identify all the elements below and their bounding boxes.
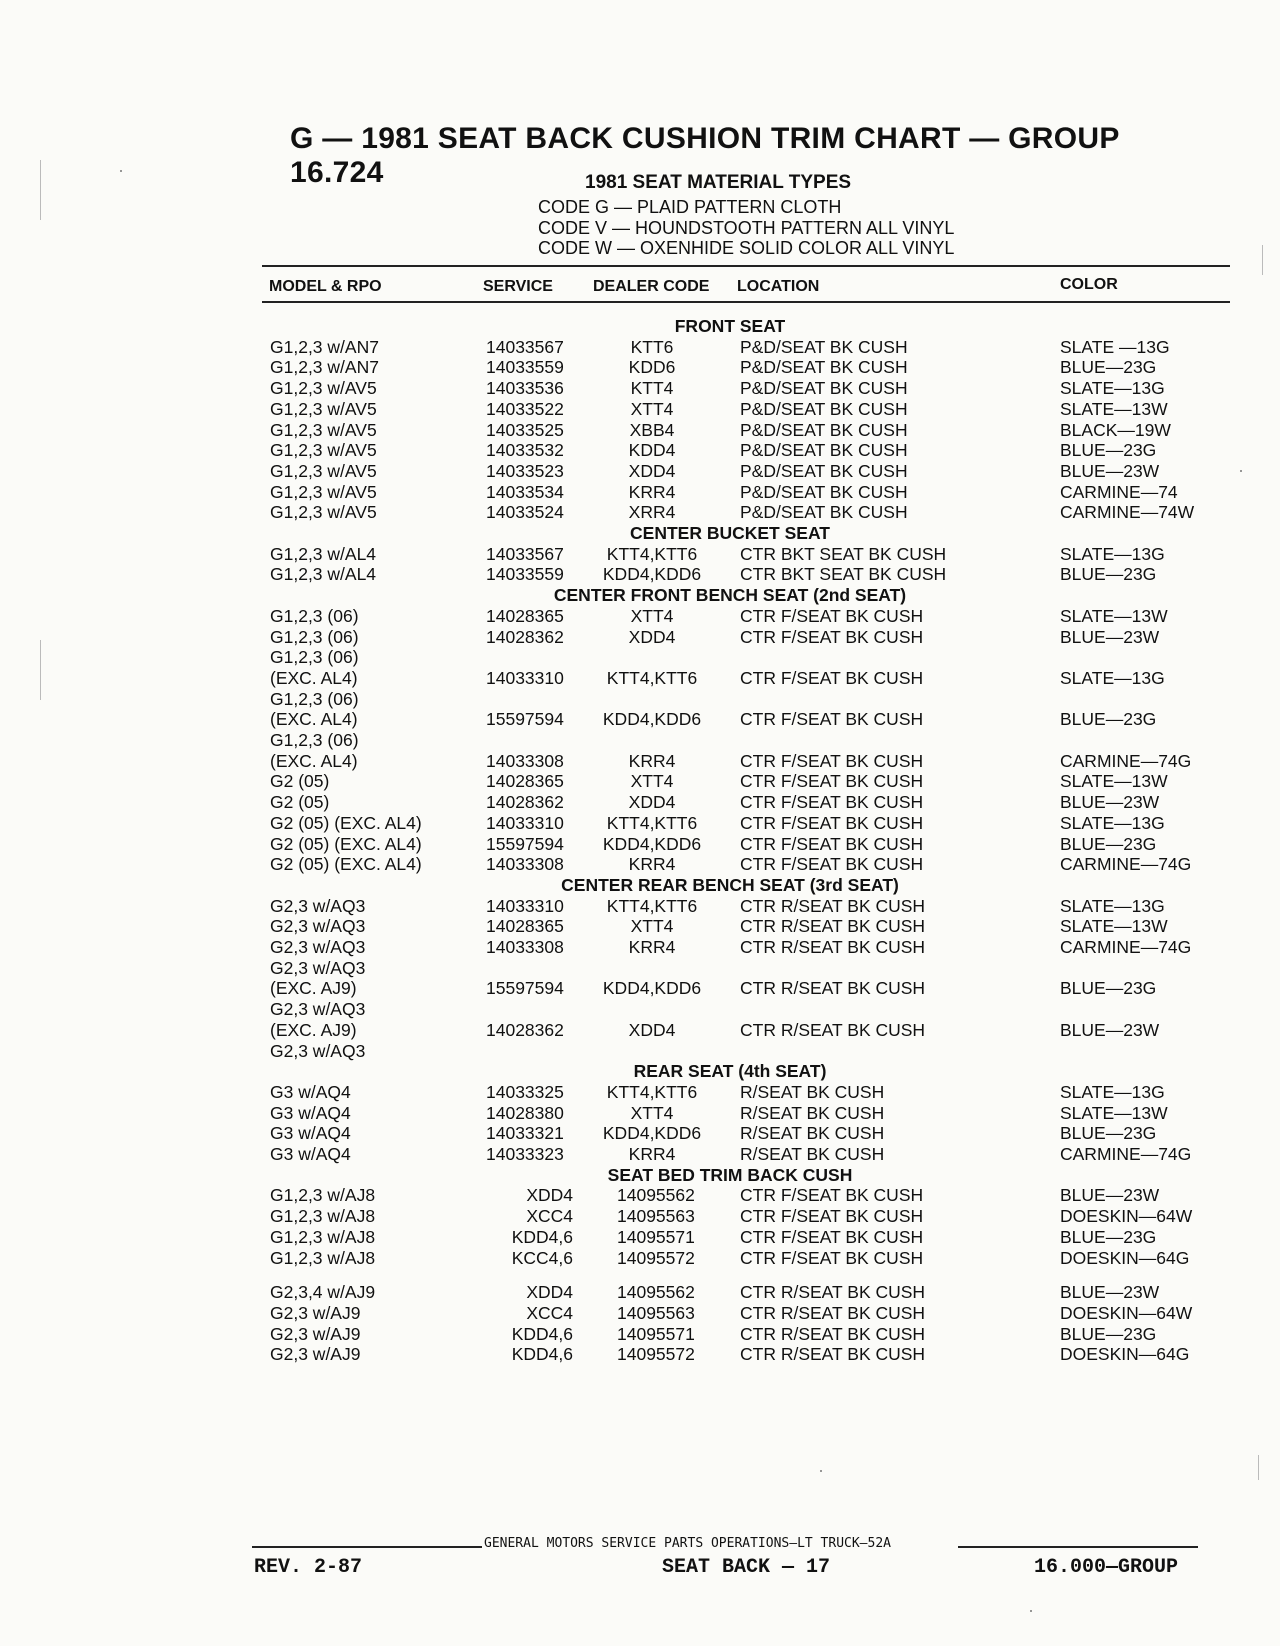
cell-color: CARMINE—74G [1060, 1144, 1192, 1164]
cell-color: SLATE—13G [1060, 378, 1165, 399]
cell-dealer-code: 14095562 [617, 1185, 695, 1206]
cell-dealer-code: KDD4,KDD6 [602, 709, 702, 730]
cell-location: CTR F/SEAT BK CUSH [740, 750, 924, 771]
cell-location: R/SEAT BK CUSH [740, 1123, 885, 1144]
cell-model-rpo: G1,2,3 w/AV5 [270, 398, 377, 419]
cell-dealer-code: KRR4 [628, 854, 676, 875]
cell-model-rpo: G2,3 w/AQ3 [270, 916, 366, 937]
cell-model-rpo: G3 w/AQ4 [270, 1102, 351, 1123]
cell-model-rpo: G2 (05) [270, 771, 330, 792]
cell-model-rpo: G2 (05) (EXC. AL4) [270, 812, 422, 833]
scan-margin-mark [40, 640, 41, 700]
cell-location: P&D/SEAT BK CUSH [740, 440, 908, 461]
cell-location: CTR R/SEAT BK CUSH [740, 916, 926, 937]
footer-source: GENERAL MOTORS SERVICE PARTS OPERATIONS—LT TRUCK—52A [484, 1536, 891, 1551]
section-heading: SEAT BED TRIM BACK CUSH [607, 1164, 853, 1185]
scan-speck [1240, 470, 1242, 472]
cell-model-rpo: G1,2,3 (06) [270, 730, 359, 750]
cell-color: SLATE—13G [1060, 812, 1165, 833]
cell-model-rpo: G2,3 w/AQ3 [270, 999, 366, 1020]
cell-dealer-code: KDD4,KDD6 [602, 564, 702, 585]
cell-color: BLACK—19W [1060, 419, 1171, 440]
cell-location: CTR F/SEAT BK CUSH [740, 1206, 924, 1227]
cell-location: P&D/SEAT BK CUSH [740, 357, 908, 378]
cell-location: CTR BKT SEAT BK CUSH [740, 543, 947, 564]
cell-color: SLATE—13W [1060, 1102, 1168, 1123]
cell-dealer-code: KTT6 [630, 336, 674, 357]
page-title: G — 1981 SEAT BACK CUSHION TRIM CHART — GROUP 16.724 [290, 122, 1120, 189]
cell-color: CARMINE—74W [1060, 502, 1195, 523]
cell-service: KDD4,6 [511, 1344, 573, 1365]
cell-service: 14033536 [486, 378, 564, 399]
cell-model-rpo: G2,3 w/AJ9 [270, 1302, 361, 1323]
cell-service: 14033559 [486, 357, 564, 378]
cell-location: CTR F/SEAT BK CUSH [740, 1185, 924, 1206]
cell-service: 14028362 [486, 792, 564, 813]
cell-model-rpo: G1,2,3 w/AJ8 [270, 1226, 376, 1247]
cell-location: CTR F/SEAT BK CUSH [740, 771, 924, 792]
cell-location: P&D/SEAT BK CUSH [740, 398, 908, 419]
cell-service: 14028362 [486, 1019, 564, 1040]
column-header-service: SERVICE [483, 278, 553, 295]
cell-model-rpo: G3 w/AQ4 [270, 1144, 351, 1164]
cell-model-rpo: G2,3 w/AJ9 [270, 1344, 361, 1365]
cell-dealer-code: 14095571 [617, 1323, 695, 1344]
cell-color: BLUE—23W [1060, 1185, 1160, 1206]
cell-service: 14033310 [486, 667, 564, 688]
cell-location: CTR F/SEAT BK CUSH [740, 667, 924, 688]
cell-service: KDD4,6 [511, 1323, 573, 1344]
cell-location: P&D/SEAT BK CUSH [740, 336, 908, 357]
cell-color: BLUE—23G [1060, 1226, 1157, 1247]
cell-model-rpo: G2,3 w/AQ3 [270, 895, 366, 916]
material-code: CODE W — OXENHIDE SOLID COLOR ALL VINYL [538, 238, 955, 258]
cell-location: P&D/SEAT BK CUSH [740, 481, 908, 502]
cell-service: XCC4 [526, 1302, 573, 1323]
cell-model-rpo: G2,3 w/AQ3 [270, 957, 366, 978]
cell-service: 14033524 [486, 502, 564, 523]
cell-dealer-code: XTT4 [630, 398, 674, 419]
material-types-heading: 1981 SEAT MATERIAL TYPES [585, 172, 852, 193]
cell-dealer-code: XDD4 [628, 460, 676, 481]
cell-dealer-code: 14095572 [617, 1344, 695, 1365]
cell-dealer-code: KRR4 [628, 481, 676, 502]
cell-model-rpo: (EXC. AJ9) [270, 1019, 357, 1040]
cell-model-rpo: G2 (05) (EXC. AL4) [270, 854, 422, 875]
scan-margin-mark [1262, 245, 1263, 275]
cell-color: SLATE—13G [1060, 1081, 1165, 1102]
cell-color: BLUE—23G [1060, 978, 1157, 999]
cell-location: R/SEAT BK CUSH [740, 1144, 885, 1164]
section-heading: FRONT SEAT [674, 316, 786, 336]
scan-margin-mark [40, 160, 41, 220]
cell-color: DOESKIN—64G [1060, 1247, 1190, 1268]
cell-color: BLUE—23W [1060, 1019, 1160, 1040]
cell-color: BLUE—23W [1060, 460, 1160, 481]
header-bottom-rule [262, 301, 1230, 303]
cell-color: CARMINE—74G [1060, 750, 1192, 771]
cell-color: SLATE—13G [1060, 667, 1165, 688]
cell-service: 15597594 [486, 833, 564, 854]
cell-location: CTR F/SEAT BK CUSH [740, 792, 924, 813]
cell-model-rpo: G1,2,3 (06) [270, 647, 359, 668]
cell-color: DOESKIN—64W [1060, 1302, 1193, 1323]
cell-model-rpo: G1,2,3 w/AV5 [270, 460, 377, 481]
scan-speck [1030, 1610, 1032, 1612]
cell-location: R/SEAT BK CUSH [740, 1081, 885, 1102]
cell-dealer-code: KDD4,KDD6 [602, 833, 702, 854]
cell-service: 14028365 [486, 916, 564, 937]
cell-service: 14028365 [486, 605, 564, 626]
cell-location: CTR R/SEAT BK CUSH [740, 1302, 926, 1323]
cell-service: 14033323 [486, 1144, 564, 1164]
cell-location: CTR R/SEAT BK CUSH [740, 937, 926, 957]
cell-service: 14028362 [486, 626, 564, 647]
cell-model-rpo: G1,2,3 w/AJ8 [270, 1206, 376, 1227]
cell-color: CARMINE—74G [1060, 937, 1192, 957]
cell-location: CTR F/SEAT BK CUSH [740, 833, 924, 854]
cell-service: 14033532 [486, 440, 564, 461]
scan-speck [120, 170, 122, 172]
cell-model-rpo: G1,2,3 w/AL4 [270, 564, 377, 585]
section-heading: CENTER BUCKET SEAT [630, 523, 830, 543]
cell-dealer-code: KRR4 [628, 937, 676, 957]
cell-color: CARMINE—74 [1060, 481, 1178, 502]
section-heading: REAR SEAT (4th SEAT) [633, 1061, 827, 1082]
cell-location: CTR F/SEAT BK CUSH [740, 812, 924, 833]
cell-service: XDD4 [526, 1185, 573, 1206]
cell-color: BLUE—23G [1060, 357, 1157, 378]
cell-dealer-code: 14095563 [617, 1206, 695, 1227]
cell-color: SLATE—13G [1060, 543, 1165, 564]
cell-model-rpo: (EXC. AL4) [270, 667, 358, 688]
cell-dealer-code: XDD4 [628, 1019, 676, 1040]
cell-service: 14033310 [486, 895, 564, 916]
cell-location: CTR R/SEAT BK CUSH [740, 1019, 926, 1040]
cell-color: SLATE—13W [1060, 916, 1168, 937]
cell-service: XCC4 [526, 1206, 573, 1227]
cell-color: CARMINE—74G [1060, 854, 1192, 875]
cell-model-rpo: G1,2,3 (06) [270, 605, 359, 626]
cell-service: 14033523 [486, 460, 564, 481]
cell-model-rpo: G2,3,4 w/AJ9 [270, 1282, 376, 1303]
column-header-model: MODEL & RPO [269, 278, 382, 295]
cell-model-rpo: G1,2,3 (06) [270, 688, 359, 709]
cell-color: DOESKIN—64W [1060, 1206, 1193, 1227]
cell-dealer-code: XTT4 [630, 916, 674, 937]
cell-service: KDD4,6 [511, 1226, 573, 1247]
cell-service: 14033534 [486, 481, 564, 502]
cell-color: BLUE—23G [1060, 440, 1157, 461]
cell-service: 14033567 [486, 336, 564, 357]
footer-rule-left [252, 1546, 484, 1548]
cell-dealer-code: KTT4,KTT6 [606, 543, 698, 564]
cell-service: 14033525 [486, 419, 564, 440]
footer-rule-right [958, 1546, 1198, 1548]
cell-dealer-code: XTT4 [630, 605, 674, 626]
cell-location: CTR R/SEAT BK CUSH [740, 1282, 926, 1303]
cell-color: BLUE—23G [1060, 1123, 1157, 1144]
column-header-color: COLOR [1060, 276, 1118, 293]
cell-dealer-code: KDD4,KDD6 [602, 978, 702, 999]
cell-color: BLUE—23G [1060, 1323, 1157, 1344]
cell-model-rpo: G1,2,3 w/AV5 [270, 378, 377, 399]
cell-model-rpo: G1,2,3 w/AL4 [270, 543, 377, 564]
cell-dealer-code: 14095571 [617, 1226, 695, 1247]
cell-service: 14033308 [486, 937, 564, 957]
cell-service: 14033325 [486, 1081, 564, 1102]
cell-dealer-code: KRR4 [628, 750, 676, 771]
cell-dealer-code: KRR4 [628, 1144, 676, 1164]
cell-location: R/SEAT BK CUSH [740, 1102, 885, 1123]
cell-service: 14033567 [486, 543, 564, 564]
footer-group: 16.000—GROUP [1034, 1556, 1179, 1579]
cell-color: BLUE—23G [1060, 833, 1157, 854]
cell-model-rpo: G1,2,3 w/AV5 [270, 502, 377, 523]
footer-revision: REV. 2-87 [254, 1556, 363, 1579]
cell-color: SLATE—13W [1060, 398, 1168, 419]
cell-model-rpo: G2,3 w/AQ3 [270, 937, 366, 957]
cell-model-rpo: G2,3 w/AQ3 [270, 1040, 366, 1061]
cell-location: CTR F/SEAT BK CUSH [740, 709, 924, 730]
cell-model-rpo: (EXC. AJ9) [270, 978, 357, 999]
cell-dealer-code: XDD4 [628, 626, 676, 647]
cell-model-rpo: G2,3 w/AJ9 [270, 1323, 361, 1344]
cell-service: 14028365 [486, 771, 564, 792]
material-code: CODE G — PLAID PATTERN CLOTH [538, 197, 842, 217]
cell-dealer-code: KTT4 [630, 378, 674, 399]
section-heading: CENTER REAR BENCH SEAT (3rd SEAT) [561, 874, 899, 895]
cell-color: BLUE—23G [1060, 564, 1157, 585]
cell-dealer-code: KTT4,KTT6 [606, 667, 698, 688]
scan-margin-mark [1258, 1455, 1259, 1480]
cell-service: 14033559 [486, 564, 564, 585]
cell-location: P&D/SEAT BK CUSH [740, 502, 908, 523]
cell-service: KCC4,6 [511, 1247, 573, 1268]
cell-location: CTR R/SEAT BK CUSH [740, 1323, 926, 1344]
cell-dealer-code: XRR4 [628, 502, 676, 523]
cell-model-rpo: G1,2,3 (06) [270, 626, 359, 647]
cell-service: 14028380 [486, 1102, 564, 1123]
header-top-rule [262, 265, 1230, 267]
cell-model-rpo: G1,2,3 w/AN7 [270, 357, 379, 378]
cell-model-rpo: G2 (05) [270, 792, 330, 813]
cell-dealer-code: XDD4 [628, 792, 676, 813]
cell-dealer-code: KTT4,KTT6 [606, 1081, 698, 1102]
cell-model-rpo: G1,2,3 w/AV5 [270, 481, 377, 502]
section-heading: CENTER FRONT BENCH SEAT (2nd SEAT) [553, 585, 907, 606]
cell-location: P&D/SEAT BK CUSH [740, 378, 908, 399]
cell-model-rpo: G3 w/AQ4 [270, 1123, 351, 1144]
cell-dealer-code: XTT4 [630, 1102, 674, 1123]
column-header-dealer-code: DEALER CODE [593, 278, 710, 295]
cell-model-rpo: G1,2,3 w/AJ8 [270, 1185, 376, 1206]
cell-model-rpo: G1,2,3 w/AN7 [270, 336, 379, 357]
cell-color: DOESKIN—64G [1060, 1344, 1190, 1365]
cell-dealer-code: 14095572 [617, 1247, 695, 1268]
cell-service: XDD4 [526, 1282, 573, 1303]
cell-color: SLATE—13W [1060, 771, 1168, 792]
cell-dealer-code: KDD4,KDD6 [602, 1123, 702, 1144]
cell-color: BLUE—23W [1060, 1282, 1160, 1303]
cell-location: CTR R/SEAT BK CUSH [740, 895, 926, 916]
cell-color: SLATE —13G [1060, 336, 1170, 357]
cell-model-rpo: G3 w/AQ4 [270, 1081, 351, 1102]
column-header-location: LOCATION [737, 278, 820, 295]
cell-location: CTR R/SEAT BK CUSH [740, 1344, 926, 1365]
cell-dealer-code: KDD6 [628, 357, 676, 378]
cell-location: CTR F/SEAT BK CUSH [740, 1247, 924, 1268]
cell-color: BLUE—23W [1060, 792, 1160, 813]
cell-model-rpo: G1,2,3 w/AV5 [270, 419, 377, 440]
cell-service: 14033522 [486, 398, 564, 419]
cell-model-rpo: (EXC. AL4) [270, 750, 358, 771]
cell-dealer-code: KTT4,KTT6 [606, 812, 698, 833]
cell-service: 14033308 [486, 854, 564, 875]
cell-model-rpo: G1,2,3 w/AV5 [270, 440, 377, 461]
material-code: CODE V — HOUNDSTOOTH PATTERN ALL VINYL [538, 217, 955, 238]
material-code-list [538, 197, 954, 259]
cell-location: CTR F/SEAT BK CUSH [740, 1226, 924, 1247]
cell-dealer-code: KTT4,KTT6 [606, 895, 698, 916]
cell-location: CTR F/SEAT BK CUSH [740, 605, 924, 626]
cell-model-rpo: (EXC. AL4) [270, 709, 358, 730]
cell-dealer-code: KDD4 [628, 440, 676, 461]
cell-model-rpo: G2 (05) (EXC. AL4) [270, 833, 422, 854]
cell-location: CTR F/SEAT BK CUSH [740, 854, 924, 875]
cell-color: SLATE—13G [1060, 895, 1165, 916]
cell-color: BLUE—23W [1060, 626, 1160, 647]
cell-dealer-code: XBB4 [629, 419, 675, 440]
cell-service: 14033321 [486, 1123, 564, 1144]
footer-page: SEAT BACK — 17 [662, 1556, 831, 1579]
cell-dealer-code: 14095562 [617, 1282, 695, 1303]
cell-location: P&D/SEAT BK CUSH [740, 460, 908, 481]
cell-service: 15597594 [486, 709, 564, 730]
cell-dealer-code: 14095563 [617, 1302, 695, 1323]
cell-model-rpo: G1,2,3 w/AJ8 [270, 1247, 376, 1268]
cell-location: CTR R/SEAT BK CUSH [740, 978, 926, 999]
cell-location: CTR BKT SEAT BK CUSH [740, 564, 947, 585]
cell-service: 15597594 [486, 978, 564, 999]
cell-service: 14033310 [486, 812, 564, 833]
cell-color: SLATE—13W [1060, 605, 1168, 626]
cell-service: 14033308 [486, 750, 564, 771]
cell-location: CTR F/SEAT BK CUSH [740, 626, 924, 647]
cell-dealer-code: XTT4 [630, 771, 674, 792]
cell-location: P&D/SEAT BK CUSH [740, 419, 908, 440]
cell-color: BLUE—23G [1060, 709, 1157, 730]
scan-speck [820, 1470, 822, 1472]
